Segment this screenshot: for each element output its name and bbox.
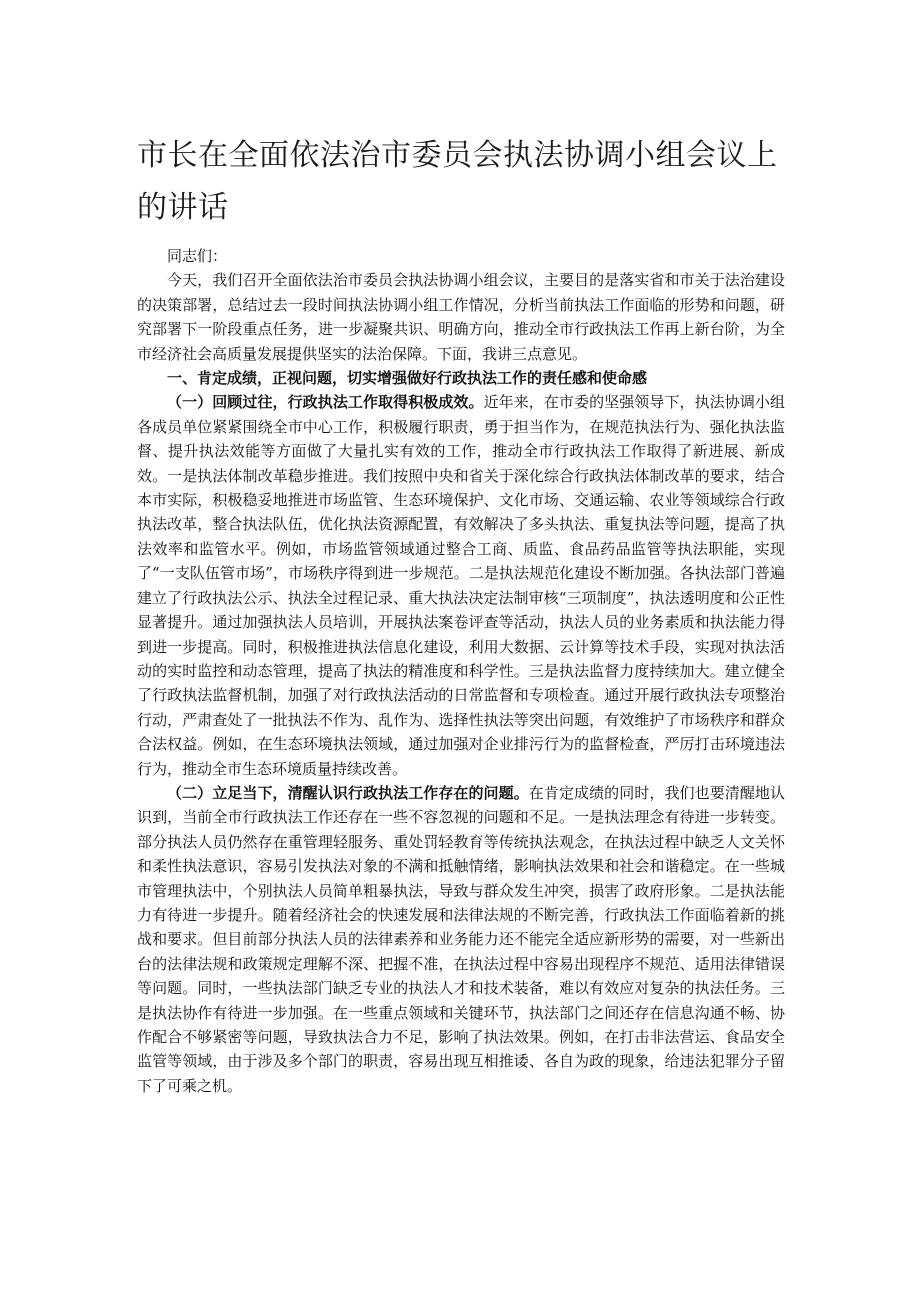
paragraph-1-lead: （一）回顾过往，行政执法工作取得积极成效。 [167, 393, 484, 412]
paragraph-1 [137, 390, 785, 781]
paragraph-2 [137, 781, 785, 1098]
paragraph-2-body: 在肯定成绩的同时，我们也要清醒地认识到，当前全市行政执法工作还存在一些不容忽视的问题和不足。一是执法理念有待进一步转变。部分执法人员仍然存在重管理轻服务、重处罚轻教育等传统执法观念，在执法过程中缺乏人文关怀和柔性执法意识，容易引发执法对象的不满和抵触情绪，影响执法效果和社会和谐稳定。在一些城市管理执法中，个别执法人员简单粗暴执法，导致与群众发生冲突，损害了政府形象。二是执法能力有待进一步提升。随着经济社会的快速发展和法律法规的不断完善，行政执法工作面临着新的挑战和要求。但目前部分执法人员的法律素养和业务能力还不能完全适应新形势的需要，对一些新出台的法律法规和政策规定理解不深、把握不准，在执法过程中容易出现程序不规范、适用法律错误等问题。同时，一些执法部门缺乏专业的执法人才和技术装备，难以有效应对复杂的执法任务。三是执法协作有待进一步加强。在一些重点领域和关键环节，执法部门之间还存在信息沟通不畅、协作配合不够紧密等问题，导致执法合力不足，影响了执法效果。例如，在打击非法营运、食品安全监管等领域，由于涉及多个部门的职责，容易出现互相推诿、各自为政的现象，给违法犯罪分子留下了可乘之机。 [137, 783, 785, 1095]
intro-paragraph: 今天，我们召开全面依法治市委员会执法协调小组会议，主要目的是落实省和市关于法治建设的决策部署，总结过去一段时间执法协调小组工作情况，分析当前执法工作面临的形势和问题，研究部署下一阶段重点任务，进一步凝聚共识、明确方向，推动全市行政执法工作再上新台阶，为全市经济社会高质量发展提供坚实的法治保障。下面，我讲三点意见。 [137, 271, 785, 363]
paragraph-2-lead: （二）立足当下，清醒认识行政执法工作存在的问题。 [167, 783, 529, 802]
section-heading-1: 一、肯定成绩，正视问题，切实增强做好行政执法工作的责任感和使命感 [167, 369, 648, 388]
document-body [137, 244, 785, 1098]
page-title: 市长在全面依法治市委员会执法协调小组会议上的讲话 [137, 138, 778, 225]
paragraph-1-body: 近年来，在市委的坚强领导下，执法协调小组各成员单位紧紧围绕全市中心工作，积极履行职责，勇于担当作为，在规范执法行为、强化执法监督、提升执法效能等方面做了大量扎实有效的工作，推动全市行政执法工作取得了新进展、新成效。一是执法体制改革稳步推进。我们按照中央和省关于深化综合行政执法体制改革的要求，结合本市实际，积极稳妥地推进市场监管、生态环境保护、文化市场、交通运输、农业等领域综合行政执法改革，整合执法队伍，优化执法资源配置，有效解决了多头执法、重复执法等问题，提高了执法效率和监管水平。例如，市场监管领域通过整合工商、质监、食品药品监管等执法职能，实现了“一支队伍管市场”，市场秩序得到进一步规范。二是执法规范化建设不断加强。各执法部门普遍建立了行政执法公示、执法全过程记录、重大执法决定法制审核“三项制度”，执法透明度和公正性显著提升。通过加强执法人员培训，开展执法案卷评查等活动，执法人员的业务素质和执法能力得到进一步提高。同时，积极推进执法信息化建设，利用大数据、云计算等技术手段，实现对执法活动的实时监控和动态管理，提高了执法的精准度和科学性。三是执法监督力度持续加大。建立健全了行政执法监督机制，加强了对行政执法活动的日常监督和专项检查。通过开展行政执法专项整治行动，严肃查处了一批执法不作为、乱作为、选择性执法等突出问题，有效维护了市场秩序和群众合法权益。例如，在生态环境执法领域，通过加强对企业排污行为的监督检查，严厉打击环境违法行为，推动全市生态环境质量持续改善。 [137, 393, 785, 778]
salutation: 同志们： [167, 247, 228, 265]
